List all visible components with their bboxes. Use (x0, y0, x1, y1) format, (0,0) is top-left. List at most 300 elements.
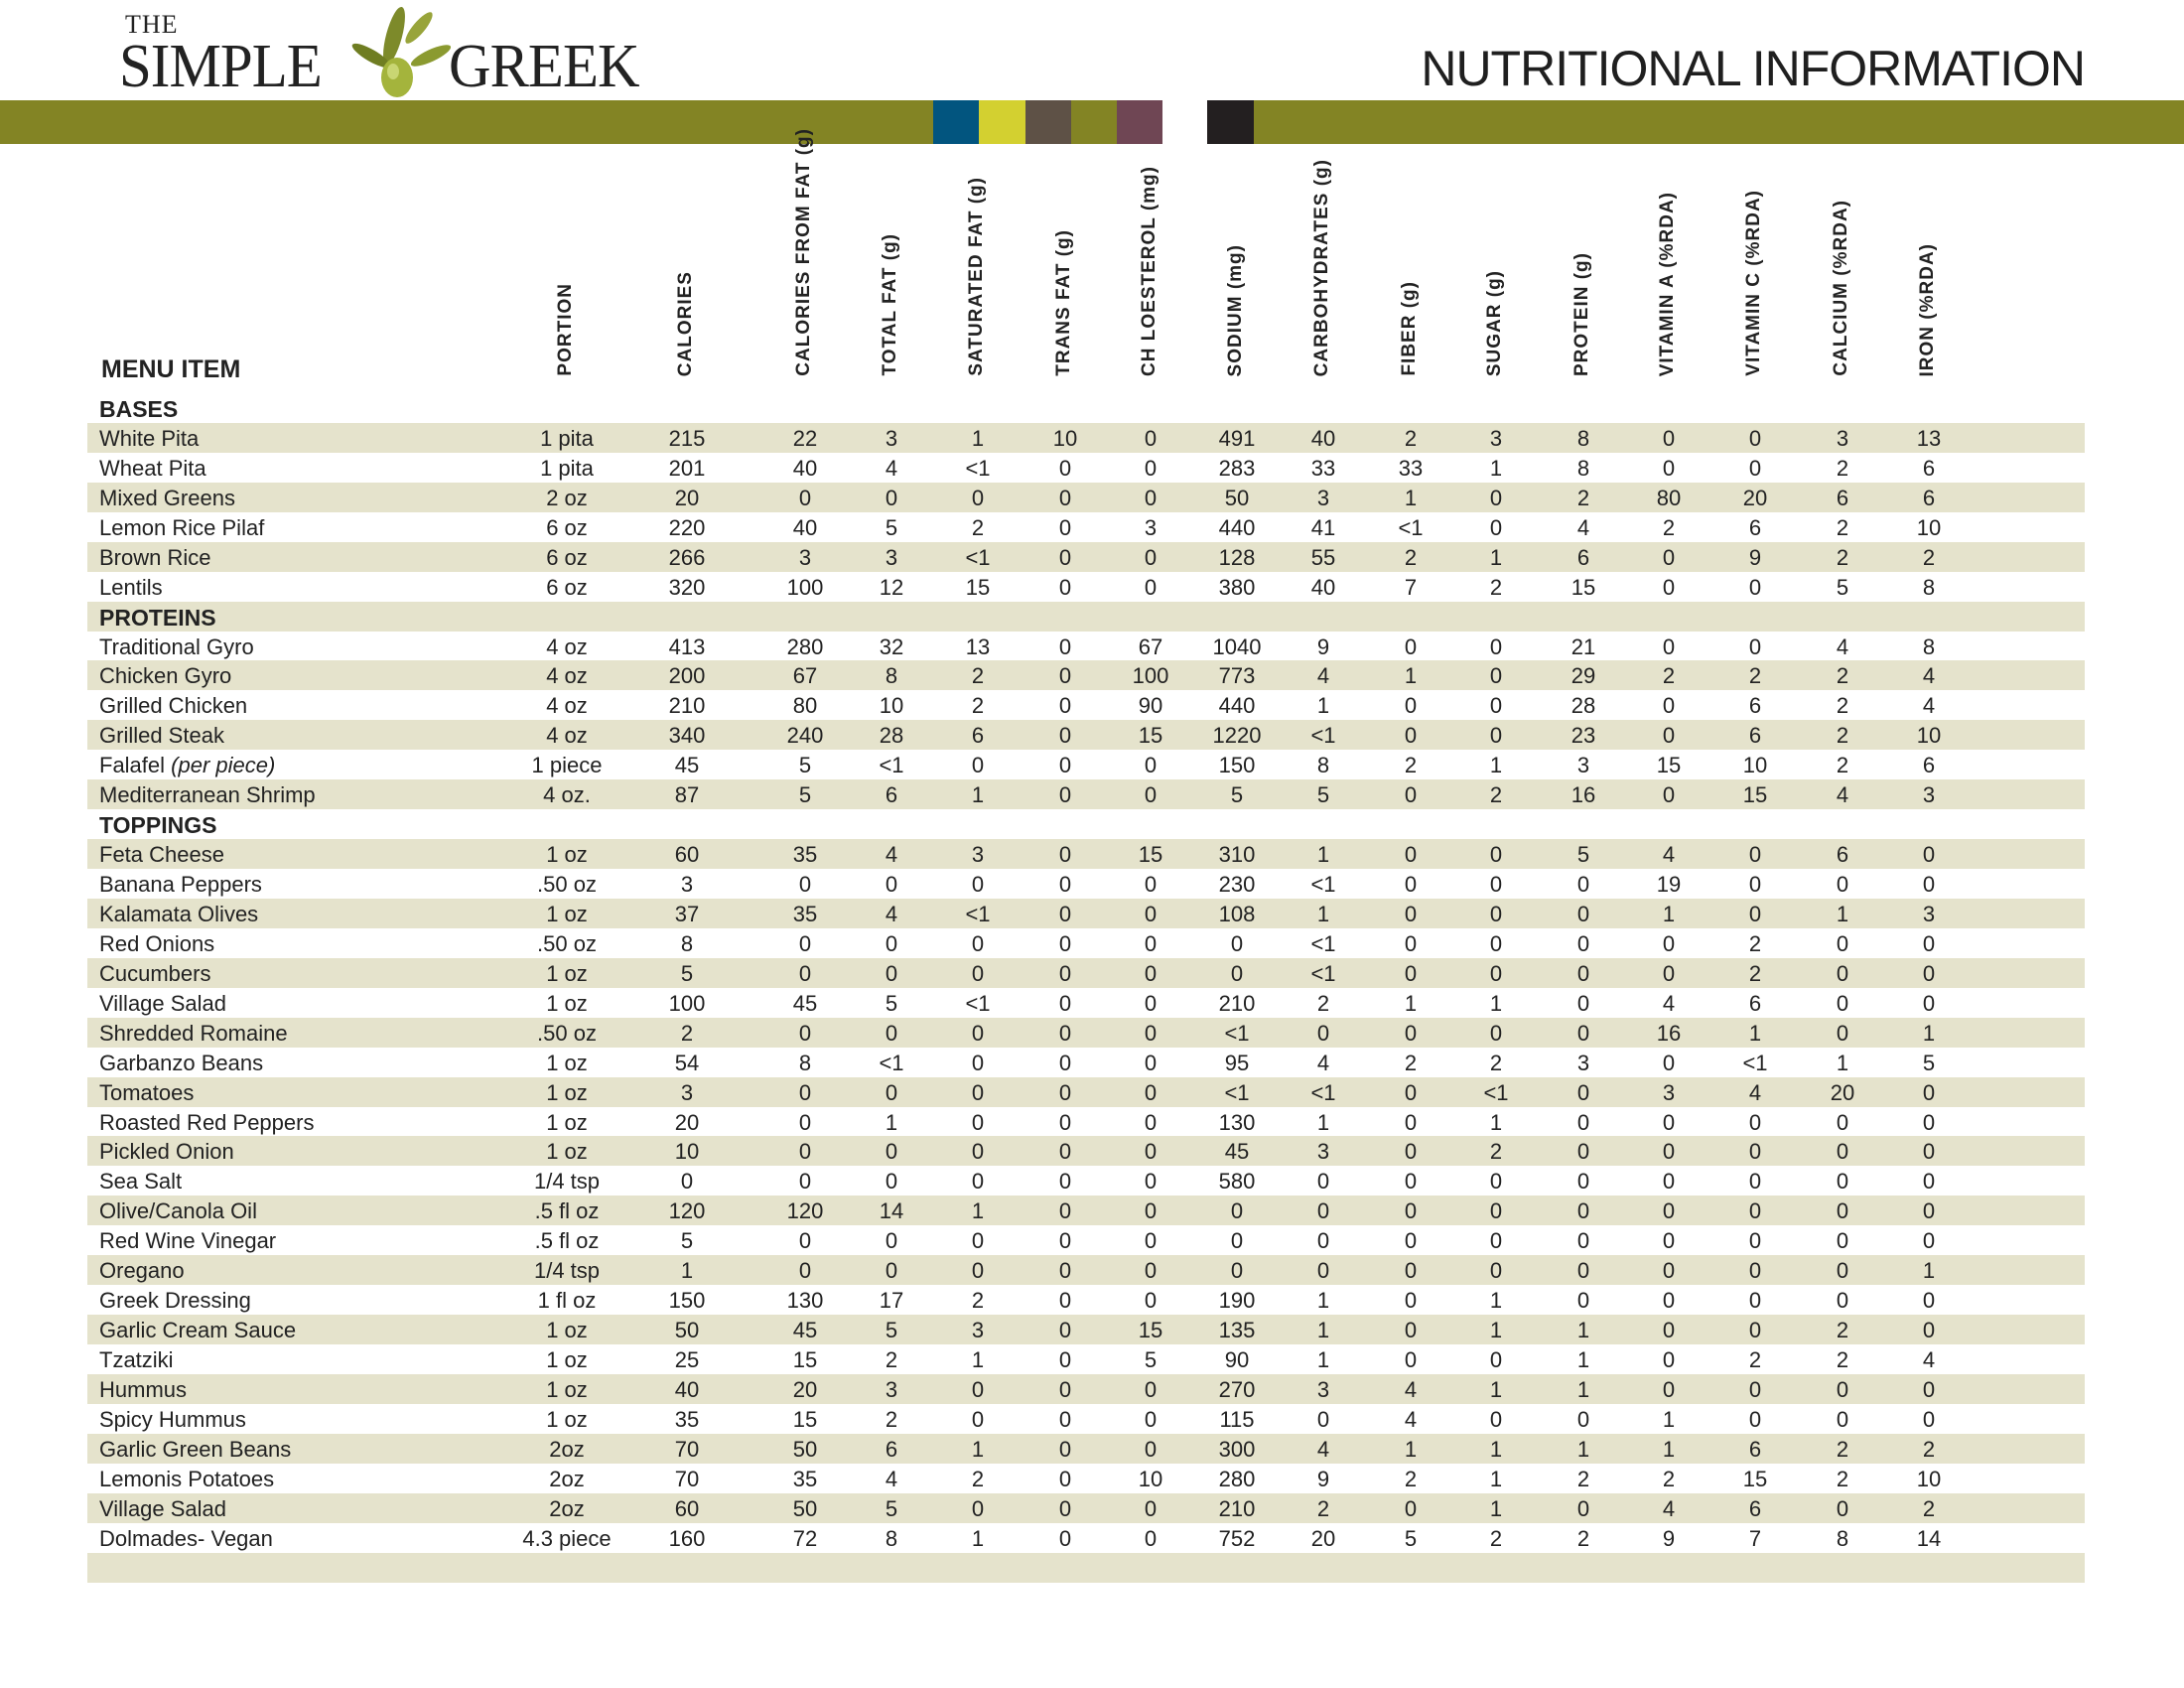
table-row (87, 958, 2085, 988)
cell-ch-loesterol-mg: 0 (1144, 782, 1158, 808)
menu-item-name (99, 842, 224, 868)
cell-calories: 40 (674, 1376, 700, 1402)
cell-calories-from-fat-g: 5 (798, 753, 812, 778)
cell-protein-g: 0 (1576, 1109, 1590, 1135)
cell-vitamin-c-rda: 2 (1748, 663, 1762, 689)
section-title: PROTEINS (99, 604, 216, 631)
column-header: TRANS FAT (g) (1053, 229, 1074, 376)
cell-vitamin-a-rda: 0 (1662, 425, 1676, 451)
cell-calories: 60 (674, 842, 700, 868)
cell-sugar-g: 0 (1489, 960, 1503, 986)
menu-item-name (99, 1139, 234, 1165)
cell-total-fat-g: 0 (885, 872, 898, 897)
table-row (87, 542, 2085, 572)
cell-carbohydrates-g: 1 (1316, 842, 1330, 868)
logo-greek: GREEK (449, 33, 639, 100)
menu-item-name (99, 1318, 296, 1343)
cell-saturated-fat-g: 0 (971, 1258, 985, 1284)
cell-calories-from-fat-g: 35 (792, 1466, 818, 1491)
cell-vitamin-a-rda: 4 (1662, 1495, 1676, 1521)
cell-sodium-mg: 0 (1230, 930, 1244, 956)
cell-ch-loesterol-mg: 15 (1138, 1318, 1163, 1343)
cell-carbohydrates-g: 4 (1316, 1436, 1330, 1462)
table-row (87, 453, 2085, 483)
cell-trans-fat-g: 0 (1058, 1466, 1072, 1491)
cell-sugar-g: 1 (1489, 1376, 1503, 1402)
cell-sodium-mg: 130 (1218, 1109, 1256, 1135)
menu-item-name (99, 723, 224, 749)
menu-item-name (99, 1407, 246, 1433)
cell-iron-rda: 10 (1916, 514, 1942, 540)
cell-sodium-mg: 128 (1218, 544, 1256, 570)
cell-sodium-mg: 135 (1218, 1318, 1256, 1343)
cell-carbohydrates-g: 2 (1316, 1495, 1330, 1521)
cell-calcium-rda: 0 (1836, 1109, 1849, 1135)
menu-item-name (99, 1228, 276, 1254)
cell-portion: 1 oz (546, 1406, 588, 1432)
cell-carbohydrates-g: <1 (1310, 1079, 1336, 1105)
cell-iron-rda: 0 (1922, 960, 1936, 986)
item-name-text: Red Wine Vinegar (99, 1228, 277, 1254)
cell-iron-rda: 2 (1922, 1436, 1936, 1462)
cell-calcium-rda: 0 (1836, 872, 1849, 897)
cell-calories: 10 (674, 1139, 700, 1165)
menu-item-name (99, 663, 231, 689)
cell-iron-rda: 1 (1922, 1258, 1936, 1284)
column-header: IRON (%RDA) (1917, 242, 1938, 376)
cell-vitamin-a-rda: 16 (1656, 1020, 1682, 1046)
cell-saturated-fat-g: 0 (971, 1079, 985, 1105)
cell-trans-fat-g: 0 (1058, 1169, 1072, 1195)
cell-calories-from-fat-g: 0 (798, 1079, 812, 1105)
cell-sodium-mg: 0 (1230, 1228, 1244, 1254)
cell-ch-loesterol-mg: 0 (1144, 485, 1158, 510)
cell-total-fat-g: 6 (885, 1436, 898, 1462)
cell-sugar-g: 1 (1489, 544, 1503, 570)
cell-calories-from-fat-g: 0 (798, 872, 812, 897)
cell-calcium-rda: 20 (1830, 1079, 1855, 1105)
cell-fiber-g: 0 (1404, 1198, 1418, 1224)
cell-saturated-fat-g: 2 (971, 514, 985, 540)
cell-calories-from-fat-g: 130 (786, 1288, 824, 1314)
cell-calories: 120 (668, 1198, 706, 1224)
cell-ch-loesterol-mg: 0 (1144, 1228, 1158, 1254)
cell-ch-loesterol-mg: 0 (1144, 1436, 1158, 1462)
cell-carbohydrates-g: 0 (1316, 1169, 1330, 1195)
cell-sodium-mg: 90 (1224, 1347, 1250, 1372)
cell-total-fat-g: 0 (885, 1228, 898, 1254)
cell-vitamin-c-rda: 15 (1742, 1466, 1768, 1491)
table-row (87, 720, 2085, 750)
cell-carbohydrates-g: 55 (1310, 544, 1336, 570)
cell-total-fat-g: 5 (885, 514, 898, 540)
cell-trans-fat-g: 0 (1058, 633, 1072, 659)
menu-item-name (99, 1496, 226, 1522)
cell-ch-loesterol-mg: 0 (1144, 1050, 1158, 1075)
cell-iron-rda: 3 (1922, 901, 1936, 926)
cell-protein-g: 0 (1576, 1288, 1590, 1314)
cell-carbohydrates-g: 0 (1316, 1020, 1330, 1046)
cell-carbohydrates-g: <1 (1310, 960, 1336, 986)
cell-portion: 1 oz (546, 1376, 588, 1402)
column-header: SODIUM (mg) (1225, 243, 1246, 376)
logo-the: THE (125, 10, 179, 39)
cell-sugar-g: 0 (1489, 1198, 1503, 1224)
cell-vitamin-a-rda: 0 (1662, 1376, 1676, 1402)
cell-iron-rda: 6 (1922, 455, 1936, 481)
cell-carbohydrates-g: 8 (1316, 753, 1330, 778)
cell-vitamin-a-rda: 9 (1662, 1525, 1676, 1551)
cell-calories: 8 (680, 930, 694, 956)
section-header (87, 393, 2085, 423)
cell-sodium-mg: 300 (1218, 1436, 1256, 1462)
cell-carbohydrates-g: 0 (1316, 1228, 1330, 1254)
table-row (87, 572, 2085, 602)
cell-iron-rda: 4 (1922, 1347, 1936, 1372)
cell-saturated-fat-g: <1 (965, 990, 991, 1016)
table-row (87, 1255, 2085, 1285)
cell-carbohydrates-g: 20 (1310, 1525, 1336, 1551)
cell-protein-g: 15 (1570, 574, 1596, 600)
cell-carbohydrates-g: 4 (1316, 663, 1330, 689)
column-header: PORTION (555, 283, 576, 376)
cell-vitamin-a-rda: 0 (1662, 782, 1676, 808)
cell-calories-from-fat-g: 3 (798, 544, 812, 570)
cell-calories-from-fat-g: 240 (786, 723, 824, 749)
cell-sugar-g: 1 (1489, 1436, 1503, 1462)
cell-sugar-g: <1 (1483, 1079, 1509, 1105)
table-row (87, 988, 2085, 1018)
menu-item-name (99, 545, 210, 571)
table-row (87, 1374, 2085, 1404)
cell-trans-fat-g: 0 (1058, 574, 1072, 600)
table-row (87, 1018, 2085, 1048)
cell-protein-g: 8 (1576, 455, 1590, 481)
cell-total-fat-g: 3 (885, 425, 898, 451)
cell-ch-loesterol-mg: 15 (1138, 723, 1163, 749)
cell-calcium-rda: 2 (1836, 544, 1849, 570)
cell-protein-g: 2 (1576, 1525, 1590, 1551)
cell-fiber-g: 1 (1404, 1436, 1418, 1462)
cell-ch-loesterol-mg: 0 (1144, 1406, 1158, 1432)
cell-protein-g: 0 (1576, 930, 1590, 956)
cell-saturated-fat-g: 2 (971, 1466, 985, 1491)
cell-trans-fat-g: 0 (1058, 901, 1072, 926)
cell-calories-from-fat-g: 0 (798, 1139, 812, 1165)
cell-calcium-rda: 0 (1836, 930, 1849, 956)
item-name-text: Tzatziki (99, 1347, 174, 1372)
item-name-text: Wheat Pita (99, 455, 206, 481)
section-title: BASES (99, 396, 179, 422)
cell-protein-g: 1 (1576, 1347, 1590, 1372)
cell-carbohydrates-g: 1 (1316, 1347, 1330, 1372)
cell-calories: 320 (668, 574, 706, 600)
logo-simple: SIMPLE (119, 33, 322, 100)
cell-saturated-fat-g: 1 (971, 1198, 985, 1224)
cell-total-fat-g: <1 (879, 753, 904, 778)
cell-sugar-g: 0 (1489, 1406, 1503, 1432)
cell-saturated-fat-g: 6 (971, 723, 985, 749)
cell-trans-fat-g: 0 (1058, 872, 1072, 897)
cell-ch-loesterol-mg: 10 (1138, 1466, 1163, 1491)
color-block (1207, 100, 1254, 144)
cell-total-fat-g: 3 (885, 544, 898, 570)
cell-iron-rda: 13 (1916, 425, 1942, 451)
cell-portion: 6 oz (546, 574, 588, 600)
cell-fiber-g: 0 (1404, 1079, 1418, 1105)
cell-iron-rda: 8 (1922, 574, 1936, 600)
item-name-text: Cucumbers (99, 960, 211, 986)
cell-protein-g: 0 (1576, 1495, 1590, 1521)
cell-vitamin-c-rda: 6 (1748, 514, 1762, 540)
table-row (87, 750, 2085, 779)
cell-vitamin-c-rda: 6 (1748, 1436, 1762, 1462)
color-block (1071, 100, 1117, 144)
cell-fiber-g: 0 (1404, 960, 1418, 986)
column-header: CALCIUM (%RDA) (1831, 200, 1851, 376)
cell-sugar-g: 1 (1489, 1109, 1503, 1135)
cell-calories: 150 (668, 1288, 706, 1314)
cell-calories-from-fat-g: 50 (792, 1436, 818, 1462)
cell-protein-g: 0 (1576, 1139, 1590, 1165)
cell-trans-fat-g: 0 (1058, 1198, 1072, 1224)
cell-vitamin-a-rda: 0 (1662, 930, 1676, 956)
cell-protein-g: 0 (1576, 901, 1590, 926)
item-name-text: Dolmades- Vegan (99, 1525, 273, 1551)
cell-fiber-g: 1 (1404, 663, 1418, 689)
cell-iron-rda: 0 (1922, 1109, 1936, 1135)
cell-iron-rda: 14 (1916, 1525, 1942, 1551)
item-name-text: Garbanzo Beans (99, 1050, 264, 1075)
cell-trans-fat-g: 0 (1058, 1020, 1072, 1046)
cell-saturated-fat-g: <1 (965, 455, 991, 481)
cell-ch-loesterol-mg: 0 (1144, 1288, 1158, 1314)
cell-calories: 5 (680, 960, 694, 986)
cell-protein-g: 0 (1576, 990, 1590, 1016)
cell-trans-fat-g: 0 (1058, 1525, 1072, 1551)
cell-fiber-g: 0 (1404, 782, 1418, 808)
cell-calories-from-fat-g: 35 (792, 901, 818, 926)
cell-ch-loesterol-mg: 3 (1144, 514, 1158, 540)
cell-total-fat-g: 5 (885, 1318, 898, 1343)
cell-saturated-fat-g: 0 (971, 1020, 985, 1046)
cell-ch-loesterol-mg: 0 (1144, 455, 1158, 481)
cell-sugar-g: 2 (1489, 782, 1503, 808)
cell-iron-rda: 0 (1922, 1288, 1936, 1314)
cell-sugar-g: 0 (1489, 485, 1503, 510)
cell-total-fat-g: 5 (885, 1495, 898, 1521)
cell-calcium-rda: 1 (1836, 901, 1849, 926)
cell-portion: .50 oz (537, 872, 597, 897)
cell-trans-fat-g: 0 (1058, 544, 1072, 570)
cell-protein-g: 0 (1576, 960, 1590, 986)
cell-trans-fat-g: 0 (1058, 1258, 1072, 1284)
cell-trans-fat-g: 0 (1058, 1376, 1072, 1402)
menu-item-name (99, 1526, 273, 1552)
cell-sodium-mg: 440 (1218, 693, 1256, 719)
cell-sugar-g: 0 (1489, 1258, 1503, 1284)
cell-ch-loesterol-mg: 15 (1138, 842, 1163, 868)
cell-trans-fat-g: 0 (1058, 455, 1072, 481)
cell-calories-from-fat-g: 0 (798, 1109, 812, 1135)
item-name-text: Pickled Onion (99, 1139, 234, 1165)
cell-trans-fat-g: 0 (1058, 1079, 1072, 1105)
cell-carbohydrates-g: 3 (1316, 1139, 1330, 1165)
table-row (87, 1404, 2085, 1434)
cell-calcium-rda: 0 (1836, 990, 1849, 1016)
cell-calories: 35 (674, 1406, 700, 1432)
cell-vitamin-a-rda: 1 (1662, 1436, 1676, 1462)
item-name-text: Olive/Canola Oil (99, 1198, 257, 1224)
cell-saturated-fat-g: 0 (971, 960, 985, 986)
color-block (933, 100, 979, 144)
cell-vitamin-c-rda: 6 (1748, 723, 1762, 749)
cell-ch-loesterol-mg: 0 (1144, 1198, 1158, 1224)
cell-saturated-fat-g: 1 (971, 1347, 985, 1372)
cell-sodium-mg: 283 (1218, 455, 1256, 481)
cell-saturated-fat-g: 3 (971, 842, 985, 868)
cell-calories: 50 (674, 1318, 700, 1343)
cell-calories: 3 (680, 872, 694, 897)
menu-item-name (99, 753, 275, 778)
column-header: CALORIES FROM FAT (g) (793, 128, 814, 376)
cell-total-fat-g: 3 (885, 1376, 898, 1402)
cell-total-fat-g: 32 (879, 633, 904, 659)
cell-iron-rda: 0 (1922, 1406, 1936, 1432)
cell-trans-fat-g: 0 (1058, 485, 1072, 510)
cell-calories: 201 (668, 455, 706, 481)
cell-saturated-fat-g: 0 (971, 1109, 985, 1135)
item-name-text: Chicken Gyro (99, 663, 232, 689)
cell-trans-fat-g: 0 (1058, 514, 1072, 540)
cell-carbohydrates-g: 0 (1316, 1198, 1330, 1224)
cell-calories: 215 (668, 425, 706, 451)
cell-calories: 413 (668, 633, 706, 659)
item-name-text: Garlic Cream Sauce (99, 1318, 297, 1343)
cell-vitamin-a-rda: 0 (1662, 1258, 1676, 1284)
cell-iron-rda: 0 (1922, 1169, 1936, 1195)
cell-protein-g: 2 (1576, 1466, 1590, 1491)
cell-vitamin-c-rda: 1 (1748, 1020, 1762, 1046)
cell-calories: 3 (680, 1079, 694, 1105)
cell-sugar-g: 1 (1489, 1318, 1503, 1343)
cell-ch-loesterol-mg: 5 (1144, 1347, 1158, 1372)
cell-vitamin-a-rda: 0 (1662, 1109, 1676, 1135)
cell-calcium-rda: 0 (1836, 1020, 1849, 1046)
cell-total-fat-g: 4 (885, 842, 898, 868)
table-row (87, 839, 2085, 869)
cell-calcium-rda: 0 (1836, 1258, 1849, 1284)
cell-portion: 1/4 tsp (533, 1169, 601, 1195)
cell-total-fat-g: 0 (885, 1139, 898, 1165)
table-row (87, 1077, 2085, 1107)
cell-protein-g: 5 (1576, 842, 1590, 868)
cell-fiber-g: 0 (1404, 930, 1418, 956)
cell-calcium-rda: 1 (1836, 1050, 1849, 1075)
cell-protein-g: 3 (1576, 1050, 1590, 1075)
cell-calories-from-fat-g: 5 (798, 782, 812, 808)
table-row (87, 1344, 2085, 1374)
column-header: CH LOESTEROL (mg) (1139, 166, 1160, 376)
cell-fiber-g: 0 (1404, 1318, 1418, 1343)
cell-protein-g: 1 (1576, 1318, 1590, 1343)
cell-sodium-mg: 0 (1230, 1258, 1244, 1284)
cell-protein-g: 28 (1570, 693, 1596, 719)
cell-trans-fat-g: 0 (1058, 782, 1072, 808)
cell-iron-rda: 6 (1922, 753, 1936, 778)
cell-sodium-mg: 45 (1224, 1139, 1250, 1165)
cell-trans-fat-g: 0 (1058, 663, 1072, 689)
cell-total-fat-g: 12 (879, 574, 904, 600)
cell-fiber-g: <1 (1398, 514, 1424, 540)
menu-item-name (99, 1051, 263, 1076)
cell-fiber-g: 0 (1404, 1139, 1418, 1165)
cell-protein-g: 2 (1576, 485, 1590, 510)
cell-iron-rda: 0 (1922, 1376, 1936, 1402)
cell-vitamin-a-rda: 19 (1656, 872, 1682, 897)
cell-total-fat-g: 8 (885, 663, 898, 689)
cell-vitamin-c-rda: 0 (1748, 1139, 1762, 1165)
cell-saturated-fat-g: 0 (971, 1495, 985, 1521)
menu-item-name (99, 872, 262, 898)
cell-portion: 2oz (549, 1436, 585, 1462)
cell-sugar-g: 0 (1489, 872, 1503, 897)
cell-sugar-g: 0 (1489, 514, 1503, 540)
cell-calories: 54 (674, 1050, 700, 1075)
cell-vitamin-a-rda: 0 (1662, 1228, 1676, 1254)
menu-item-name (99, 782, 316, 808)
cell-sugar-g: 1 (1489, 990, 1503, 1016)
cell-calories: 5 (680, 1228, 694, 1254)
cell-ch-loesterol-mg: 67 (1138, 633, 1163, 659)
cell-iron-rda: 4 (1922, 693, 1936, 719)
cell-portion: 6 oz (546, 514, 588, 540)
cell-ch-loesterol-mg: 0 (1144, 1139, 1158, 1165)
table-row (87, 899, 2085, 928)
cell-trans-fat-g: 0 (1058, 960, 1072, 986)
item-name-text: Lentils (99, 574, 163, 600)
cell-total-fat-g: 0 (885, 485, 898, 510)
cell-calories-from-fat-g: 20 (792, 1376, 818, 1402)
cell-vitamin-c-rda: 0 (1748, 842, 1762, 868)
cell-saturated-fat-g: 0 (971, 872, 985, 897)
cell-portion: 2oz (549, 1466, 585, 1491)
cell-fiber-g: 0 (1404, 901, 1418, 926)
cell-total-fat-g: 17 (879, 1288, 904, 1314)
cell-calories-from-fat-g: 72 (792, 1525, 818, 1551)
cell-iron-rda: 0 (1922, 930, 1936, 956)
menu-item-name (99, 515, 264, 541)
cell-calories: 200 (668, 663, 706, 689)
column-header: FIBER (g) (1399, 281, 1420, 376)
cell-trans-fat-g: 0 (1058, 1347, 1072, 1372)
cell-protein-g: 0 (1576, 1020, 1590, 1046)
cell-calcium-rda: 2 (1836, 753, 1849, 778)
cell-carbohydrates-g: 40 (1310, 574, 1336, 600)
cell-carbohydrates-g: 33 (1310, 455, 1336, 481)
cell-vitamin-a-rda: 0 (1662, 1347, 1676, 1372)
cell-trans-fat-g: 0 (1058, 1436, 1072, 1462)
cell-sugar-g: 0 (1489, 901, 1503, 926)
cell-saturated-fat-g: 1 (971, 425, 985, 451)
cell-vitamin-a-rda: 0 (1662, 574, 1676, 600)
table-row (87, 1107, 2085, 1137)
cell-calories-from-fat-g: 22 (792, 425, 818, 451)
cell-calcium-rda: 5 (1836, 574, 1849, 600)
cell-vitamin-a-rda: 1 (1662, 901, 1676, 926)
cell-vitamin-c-rda: 0 (1748, 1169, 1762, 1195)
cell-sugar-g: 0 (1489, 842, 1503, 868)
